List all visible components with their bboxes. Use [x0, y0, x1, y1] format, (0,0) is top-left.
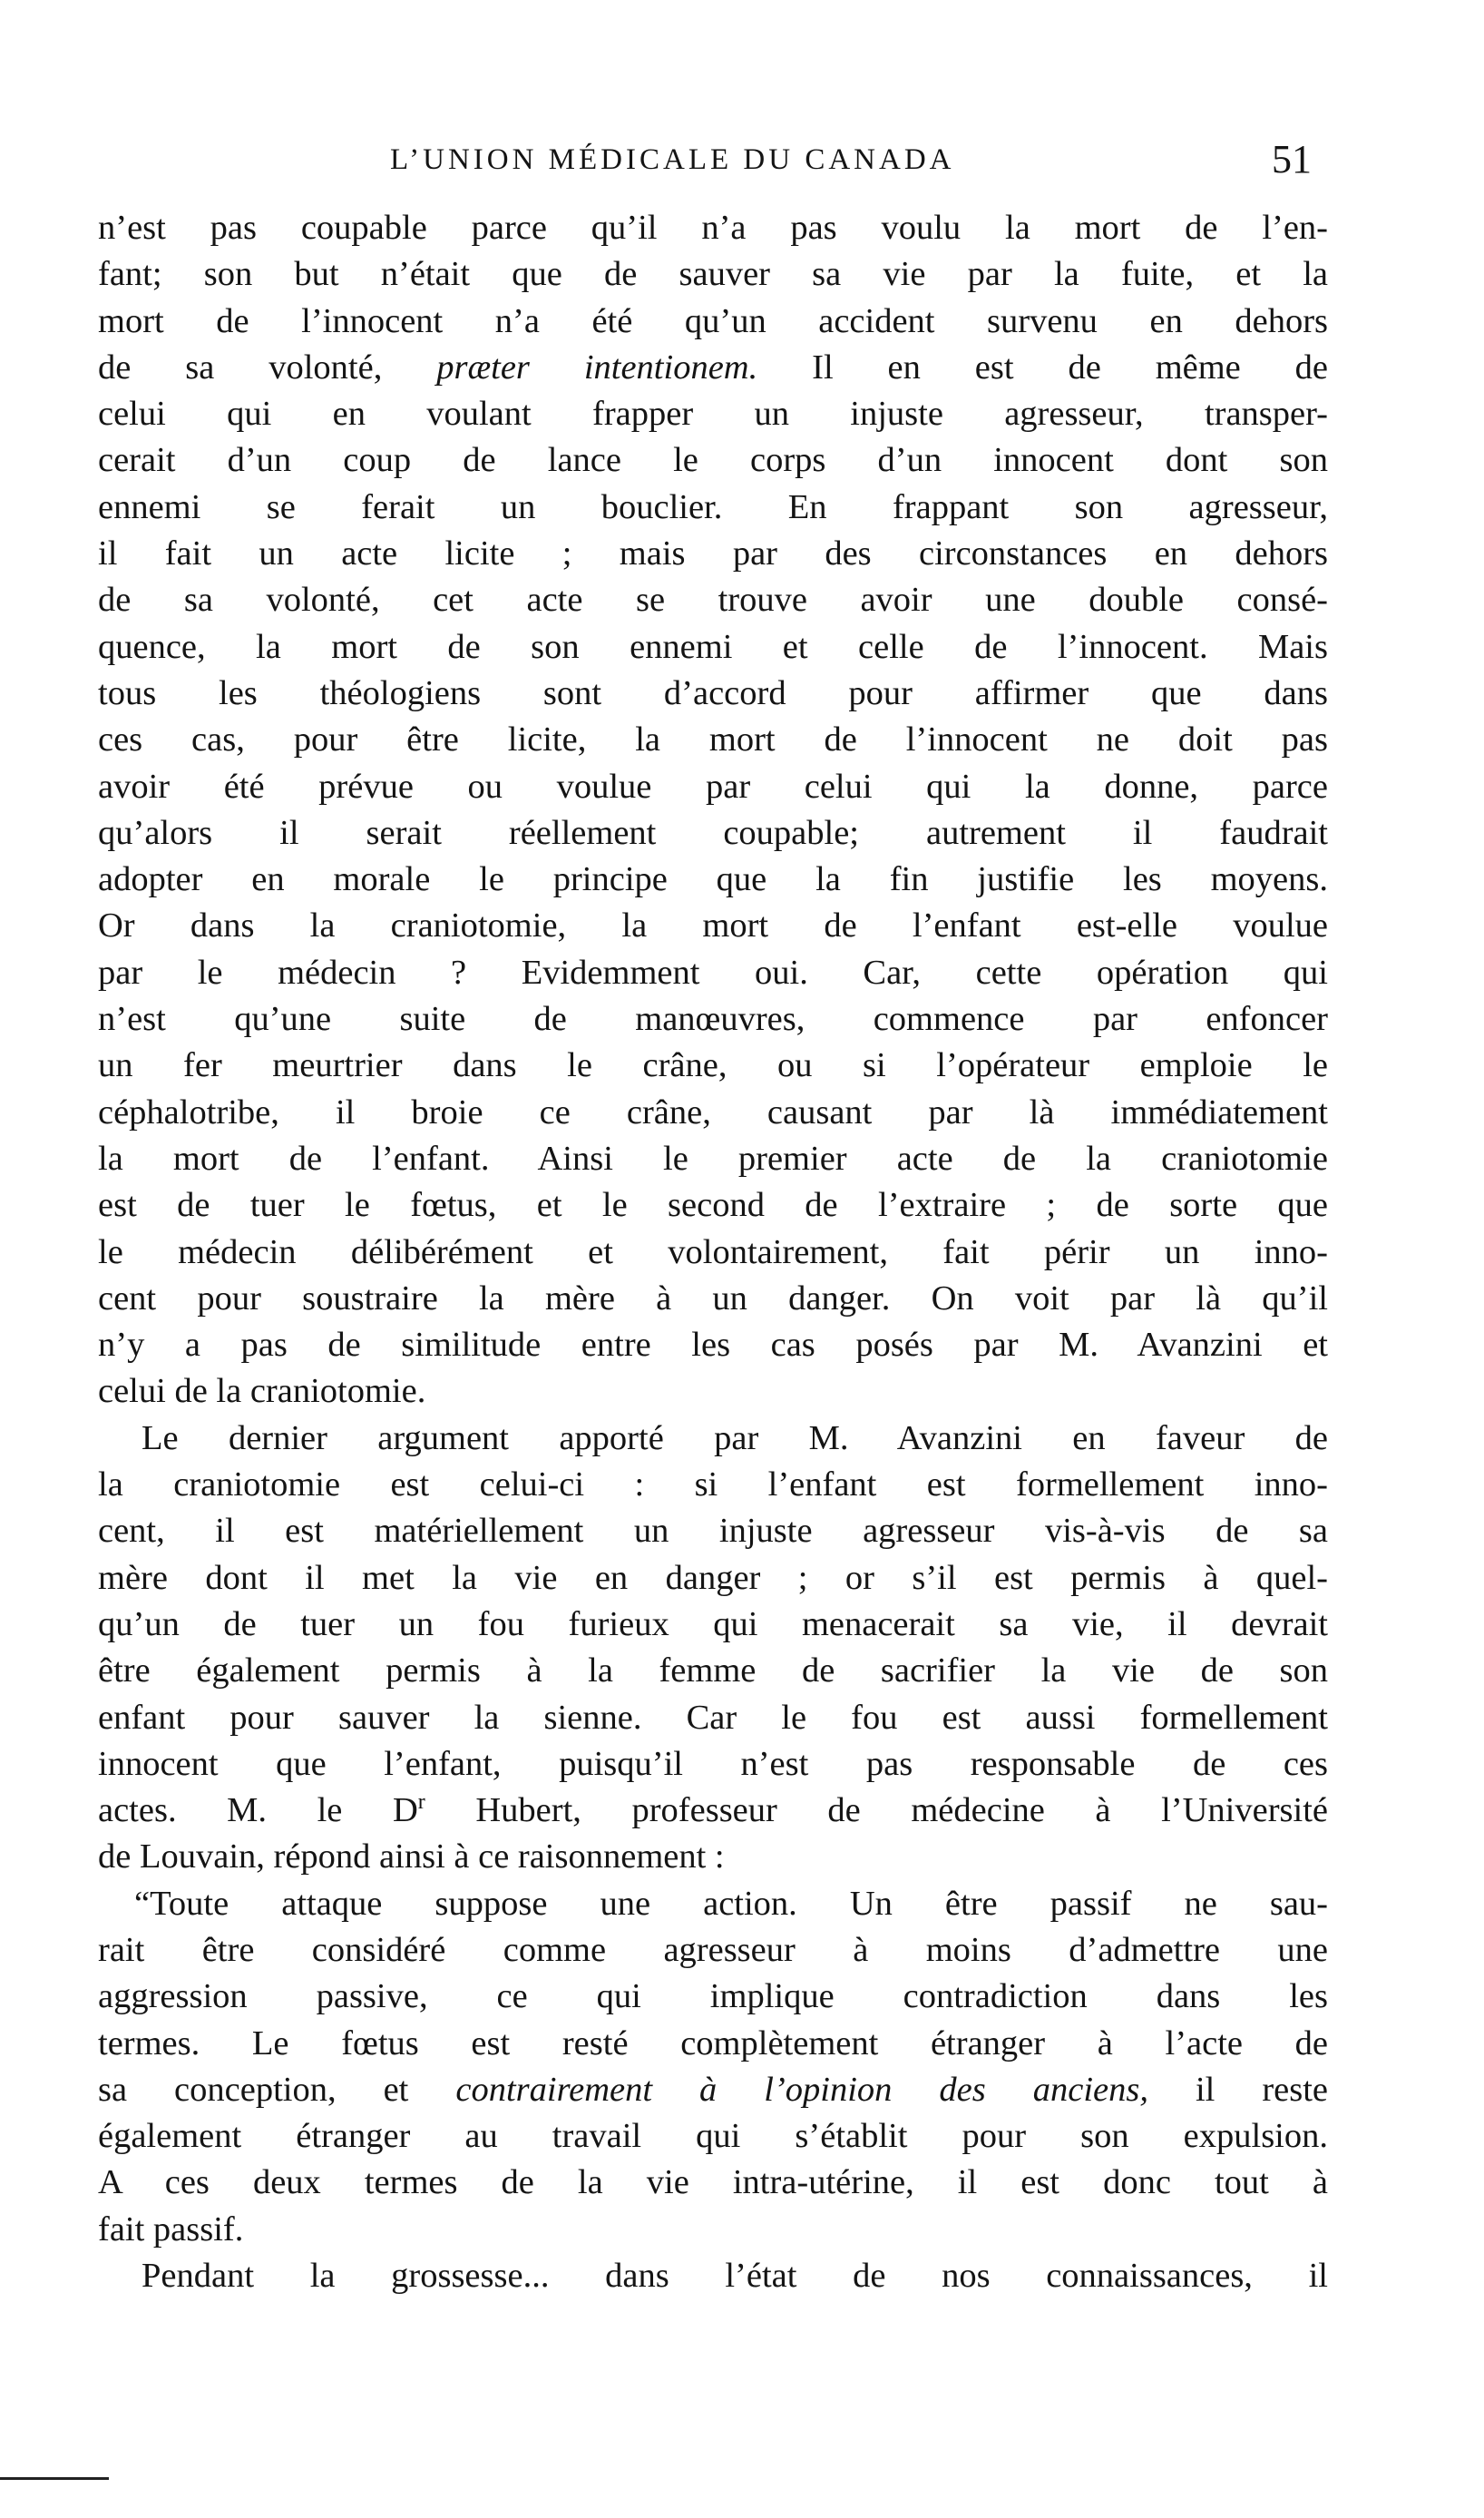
text-line: cerait d’un coup de lance le corps d’un innocent dont son — [98, 441, 1328, 480]
running-header — [0, 136, 1484, 191]
body-text — [98, 205, 1328, 2299]
text-line — [98, 345, 1328, 391]
text-line: qu’un de tuer un fou furieux qui menacerait sa vie, il devrait — [98, 1604, 1328, 1643]
text-line: adopter en morale le principe que la fin justifie les moyens. — [98, 860, 1328, 899]
superscript: r — [417, 1790, 425, 1815]
text-line — [98, 1788, 1328, 1834]
text-run: de sa volonté, — [98, 348, 437, 387]
text-line: A ces deux termes de la vie intra-utérine, il est donc tout à — [98, 2163, 1328, 2202]
text-run: sa conception, et — [98, 2070, 456, 2109]
text-line: cent, il est matériellement un injuste agresseur vis-à-vis de sa — [98, 1512, 1328, 1551]
text-line: Or dans la craniotomie, la mort de l’enfant est-elle voulue — [98, 906, 1328, 945]
text-run: Il en est de même de — [757, 348, 1328, 387]
italic-phrase: contrairement à l’opinion des anciens, — [455, 2070, 1148, 2109]
footer-rule — [0, 2477, 109, 2480]
text-line: également étranger au travail qui s’établit pour son expulsion. — [98, 2117, 1328, 2156]
text-line — [98, 2067, 1328, 2113]
text-line: cent pour soustraire la mère à un danger. On voit par là qu’il — [98, 1279, 1328, 1318]
text-line: être également permis à la femme de sacrifier la vie de son — [98, 1651, 1328, 1690]
text-run: Hubert, professeur de médecine à l’Université — [425, 1791, 1328, 1830]
text-line: mort de l’innocent n’a été qu’un accident survenu en dehors — [98, 301, 1328, 340]
text-line: il fait un acte licite ; mais par des circonstances en dehors — [98, 534, 1328, 573]
text-line: la craniotomie est celui-ci : si l’enfant est formellement inno- — [98, 1465, 1328, 1504]
text-line: tous les théologiens sont d’accord pour affirmer que dans — [98, 673, 1328, 712]
text-run: actes. M. le D — [98, 1791, 418, 1830]
text-line: ces cas, pour être licite, la mort de l’innocent ne doit pas — [98, 720, 1328, 759]
text-line: rait être considéré comme agresseur à moins d’admettre une — [98, 1930, 1328, 1969]
text-line: fait passif. — [98, 2209, 244, 2249]
text-line: innocent que l’enfant, puisqu’il n’est pas responsable de ces — [98, 1744, 1328, 1783]
text-line: avoir été prévue ou voulue par celui qui la donne, parce — [98, 767, 1328, 806]
text-line: enfant pour sauver la sienne. Car le fou est aussi formellement — [98, 1698, 1328, 1737]
text-line: fant; son but n’était que de sauver sa vie par la fuite, et la — [98, 255, 1328, 294]
quote-start-line: “Toute attaque suppose une action. Un être passif ne sau- — [134, 1884, 1328, 1923]
text-line: n’y a pas de similitude entre les cas posés par M. Avanzini et — [98, 1326, 1328, 1365]
text-line: par le médecin ? Evidemment oui. Car, cette opération qui — [98, 953, 1328, 992]
text-line: ennemi se ferait un bouclier. En frappant son agresseur, — [98, 487, 1328, 526]
text-line: quence, la mort de son ennemi et celle de l’innocent. Mais — [98, 627, 1328, 666]
text-line: n’est pas coupable parce qu’il n’a pas voulu la mort de l’en- — [98, 209, 1328, 247]
text-line: céphalotribe, il broie ce crâne, causant par là immédiatement — [98, 1092, 1328, 1132]
text-line: celui qui en voulant frapper un injuste agresseur, transper- — [98, 395, 1328, 434]
text-line: termes. Le fœtus est resté complètement étranger à l’acte de — [98, 2023, 1328, 2062]
text-line: celui de la craniotomie. — [98, 1372, 426, 1411]
latin-phrase: præter intentionem. — [436, 348, 758, 387]
paragraph-start-line: Le dernier argument apporté par M. Avanzini en faveur de — [142, 1418, 1328, 1457]
text-line: un fer meurtrier dans le crâne, ou si l’opérateur emploie le — [98, 1046, 1328, 1085]
text-line: aggression passive, ce qui implique contradiction dans les — [98, 1977, 1328, 2016]
text-run: il reste — [1147, 2070, 1328, 2109]
journal-title: L’UNION MÉDICALE DU CANADA — [390, 143, 955, 176]
text-line: qu’alors il serait réellement coupable; autrement il faudrait — [98, 813, 1328, 852]
text-line: de sa volonté, cet acte se trouve avoir une double consé- — [98, 581, 1328, 620]
text-line: de Louvain, répond ainsi à ce raisonnement : — [98, 1837, 725, 1876]
text-line: le médecin délibérément et volontairement, fait périr un inno- — [98, 1232, 1328, 1271]
text-line: n’est qu’une suite de manœuvres, commence par enfoncer — [98, 1000, 1328, 1039]
text-line: mère dont il met la vie en danger ; or s’il est permis à quel- — [98, 1558, 1328, 1597]
page-number: 51 — [1272, 137, 1312, 181]
text-line: la mort de l’enfant. Ainsi le premier acte de la craniotomie — [98, 1139, 1328, 1178]
paragraph-start-line: Pendant la grossesse... dans l’état de nos connaissances, il — [142, 2257, 1328, 2296]
text-line: est de tuer le fœtus, et le second de l’extraire ; de sorte que — [98, 1186, 1328, 1225]
